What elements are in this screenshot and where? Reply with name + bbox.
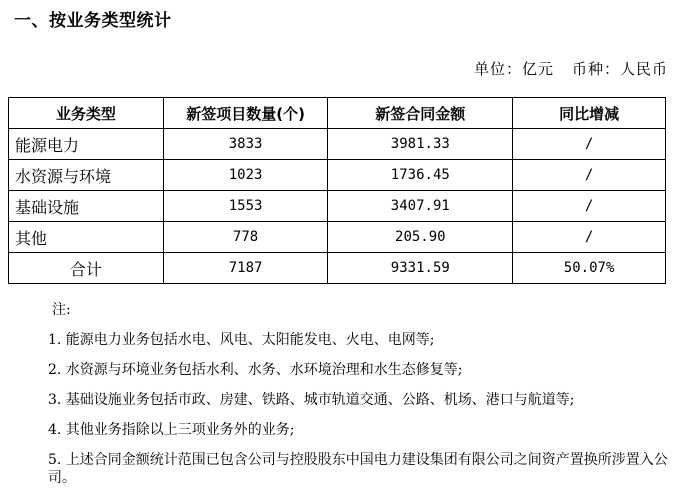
row-count: 1553 xyxy=(163,191,328,222)
note-item: 4. 其他业务指除以上三项业务外的业务; xyxy=(48,422,295,438)
unit-label: 单位：亿元 xyxy=(473,60,554,78)
row-amount: 3981.33 xyxy=(328,129,513,160)
row-change: / xyxy=(513,160,666,191)
table-total-row xyxy=(9,253,666,284)
note-item: 3. 基础设施业务包括市政、房建、铁路、城市轨道交通、公路、机场、港口与航道等; xyxy=(48,392,575,408)
note-item: 2. 水资源与环境业务包括水利、水务、水环境治理和水生态修复等; xyxy=(48,362,463,378)
row-amount: 1736.45 xyxy=(328,160,513,191)
row-change: / xyxy=(513,191,666,222)
unit-line xyxy=(0,58,668,79)
total-count: 7187 xyxy=(163,253,328,284)
note-item: 5. 上述合同金额统计范围已包含公司与控股股东中国电力建设集团有限公司之间资产置换所涉置入公司。 xyxy=(48,452,668,486)
note-item: 1. 能源电力业务包括水电、风电、太阳能发电、火电、电网等; xyxy=(48,332,435,348)
header-yoy-change: 同比增减 xyxy=(513,98,666,129)
row-change: / xyxy=(513,222,666,253)
row-type: 其他 xyxy=(9,222,164,253)
table-row xyxy=(9,129,666,160)
row-change: / xyxy=(513,129,666,160)
table-row xyxy=(9,160,666,191)
row-amount: 3407.91 xyxy=(328,191,513,222)
business-type-table xyxy=(8,97,666,284)
total-amount: 9331.59 xyxy=(328,253,513,284)
row-count: 3833 xyxy=(163,129,328,160)
header-business-type: 业务类型 xyxy=(9,98,164,129)
currency-label: 币种：人民币 xyxy=(571,60,668,78)
total-change: 50.07% xyxy=(513,253,666,284)
table-row xyxy=(9,222,666,253)
row-type: 基础设施 xyxy=(9,191,164,222)
row-count: 1023 xyxy=(163,160,328,191)
row-amount: 205.90 xyxy=(328,222,513,253)
header-contract-amount: 新签合同金额 xyxy=(328,98,513,129)
row-count: 778 xyxy=(163,222,328,253)
total-label: 合计 xyxy=(9,253,164,284)
notes-heading: 注: xyxy=(52,302,71,318)
table-header-row xyxy=(9,98,666,129)
row-type: 水资源与环境 xyxy=(9,160,164,191)
table-row xyxy=(9,191,666,222)
row-type: 能源电力 xyxy=(9,129,164,160)
header-project-count: 新签项目数量(个) xyxy=(163,98,328,129)
section-title: 一、按业务类型统计 xyxy=(14,11,172,31)
